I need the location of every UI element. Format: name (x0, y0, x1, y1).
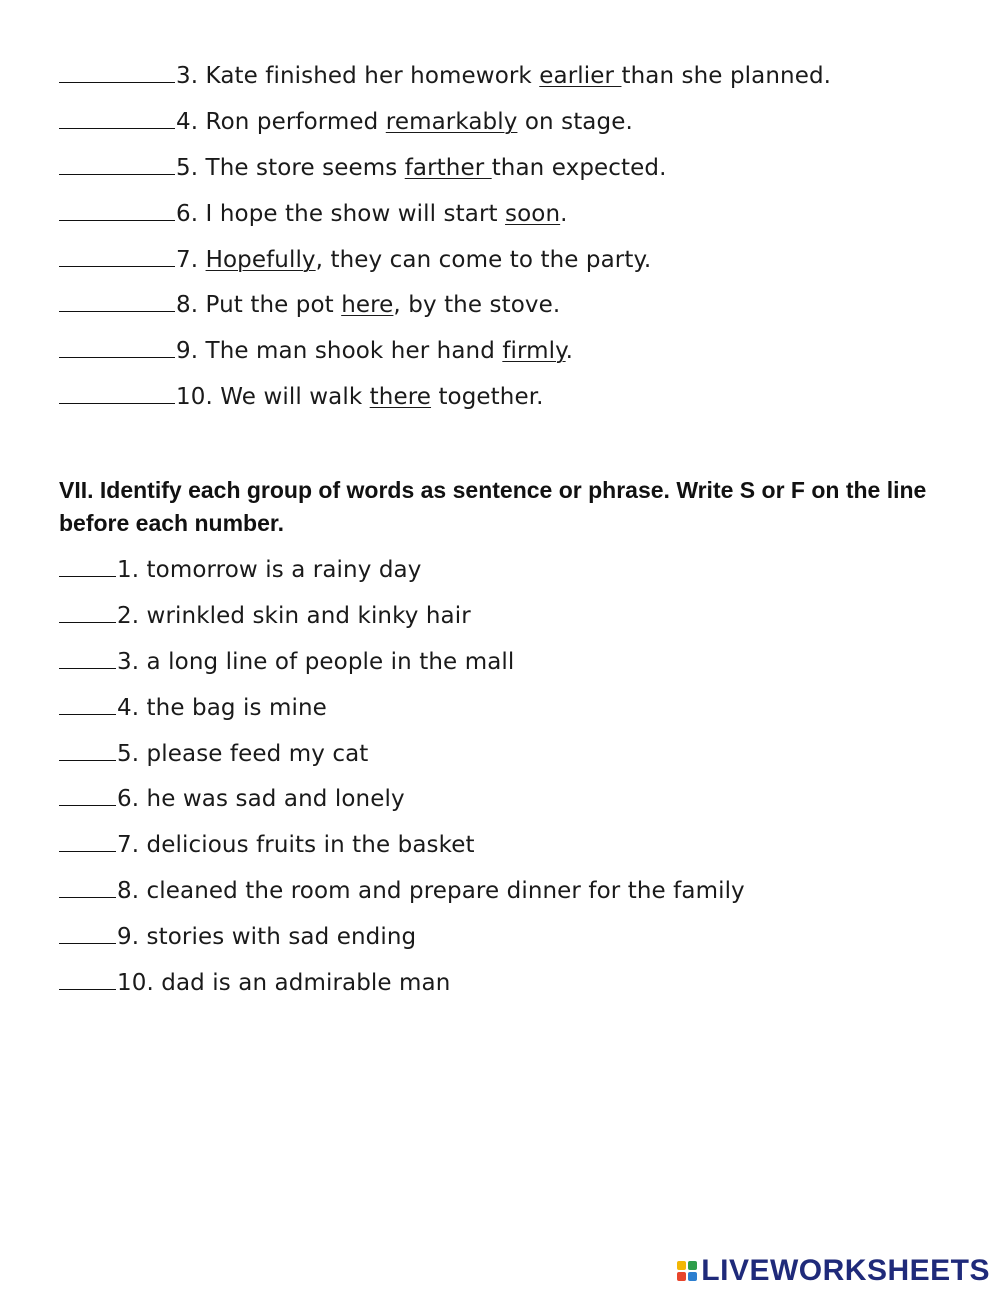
answer-blank[interactable] (59, 60, 175, 83)
phrase-item-8: 8. cleaned the room and prepare dinner for the family (59, 875, 745, 906)
answer-blank[interactable] (59, 692, 116, 715)
underlined-word: earlier (539, 63, 622, 89)
phrase-item-2: 2. wrinkled skin and kinky hair (59, 600, 471, 631)
adverb-item-8: 8. Put the pot here, by the stove. (59, 289, 560, 320)
answer-blank[interactable] (59, 738, 116, 761)
adverb-item-3: 3. Kate finished her homework earlier than she planned. (59, 60, 831, 91)
logo-text: LIVEWORKSHEETS (701, 1254, 990, 1287)
answer-blank[interactable] (59, 600, 116, 623)
adverb-item-6: 6. I hope the show will start soon. (59, 198, 568, 229)
adverb-item-7: 7. Hopefully, they can come to the party. (59, 244, 651, 275)
adverb-item-5: 5. The store seems farther than expected. (59, 152, 667, 183)
phrase-item-10: 10. dad is an admirable man (59, 967, 450, 998)
underlined-word: remarkably (385, 109, 518, 135)
phrase-item-7: 7. delicious fruits in the basket (59, 829, 475, 860)
answer-blank[interactable] (59, 646, 116, 669)
adverb-item-10: 10. We will walk there together. (59, 381, 544, 412)
logo-blocks-icon (677, 1261, 697, 1281)
adverb-item-9: 9. The man shook her hand firmly. (59, 335, 573, 366)
phrase-item-4: 4. the bag is mine (59, 692, 327, 723)
underlined-word: here (341, 292, 394, 318)
answer-blank[interactable] (59, 106, 175, 129)
phrase-item-6: 6. he was sad and lonely (59, 783, 405, 814)
underlined-word: soon (505, 201, 561, 227)
underlined-word: firmly (502, 338, 566, 364)
answer-blank[interactable] (59, 875, 116, 898)
answer-blank[interactable] (59, 554, 116, 577)
phrase-item-9: 9. stories with sad ending (59, 921, 416, 952)
answer-blank[interactable] (59, 198, 175, 221)
answer-blank[interactable] (59, 829, 116, 852)
answer-blank[interactable] (59, 289, 175, 312)
answer-blank[interactable] (59, 967, 116, 990)
liveworksheets-logo[interactable] (677, 1254, 990, 1288)
phrase-item-1: 1. tomorrow is a rainy day (59, 554, 421, 585)
section-heading: VII. Identify each group of words as sentence or phrase. Write S or F on the line before each number. (59, 477, 927, 536)
answer-blank[interactable] (59, 783, 116, 806)
answer-blank[interactable] (59, 335, 175, 358)
phrase-item-3: 3. a long line of people in the mall (59, 646, 514, 677)
underlined-word: there (369, 384, 432, 410)
underlined-word: Hopefully (205, 247, 316, 273)
adverb-item-4: 4. Ron performed remarkably on stage. (59, 106, 633, 137)
underlined-word: farther (404, 155, 492, 181)
answer-blank[interactable] (59, 152, 175, 175)
answer-blank[interactable] (59, 921, 116, 944)
answer-blank[interactable] (59, 244, 175, 267)
answer-blank[interactable] (59, 381, 175, 404)
phrase-item-5: 5. please feed my cat (59, 738, 368, 769)
